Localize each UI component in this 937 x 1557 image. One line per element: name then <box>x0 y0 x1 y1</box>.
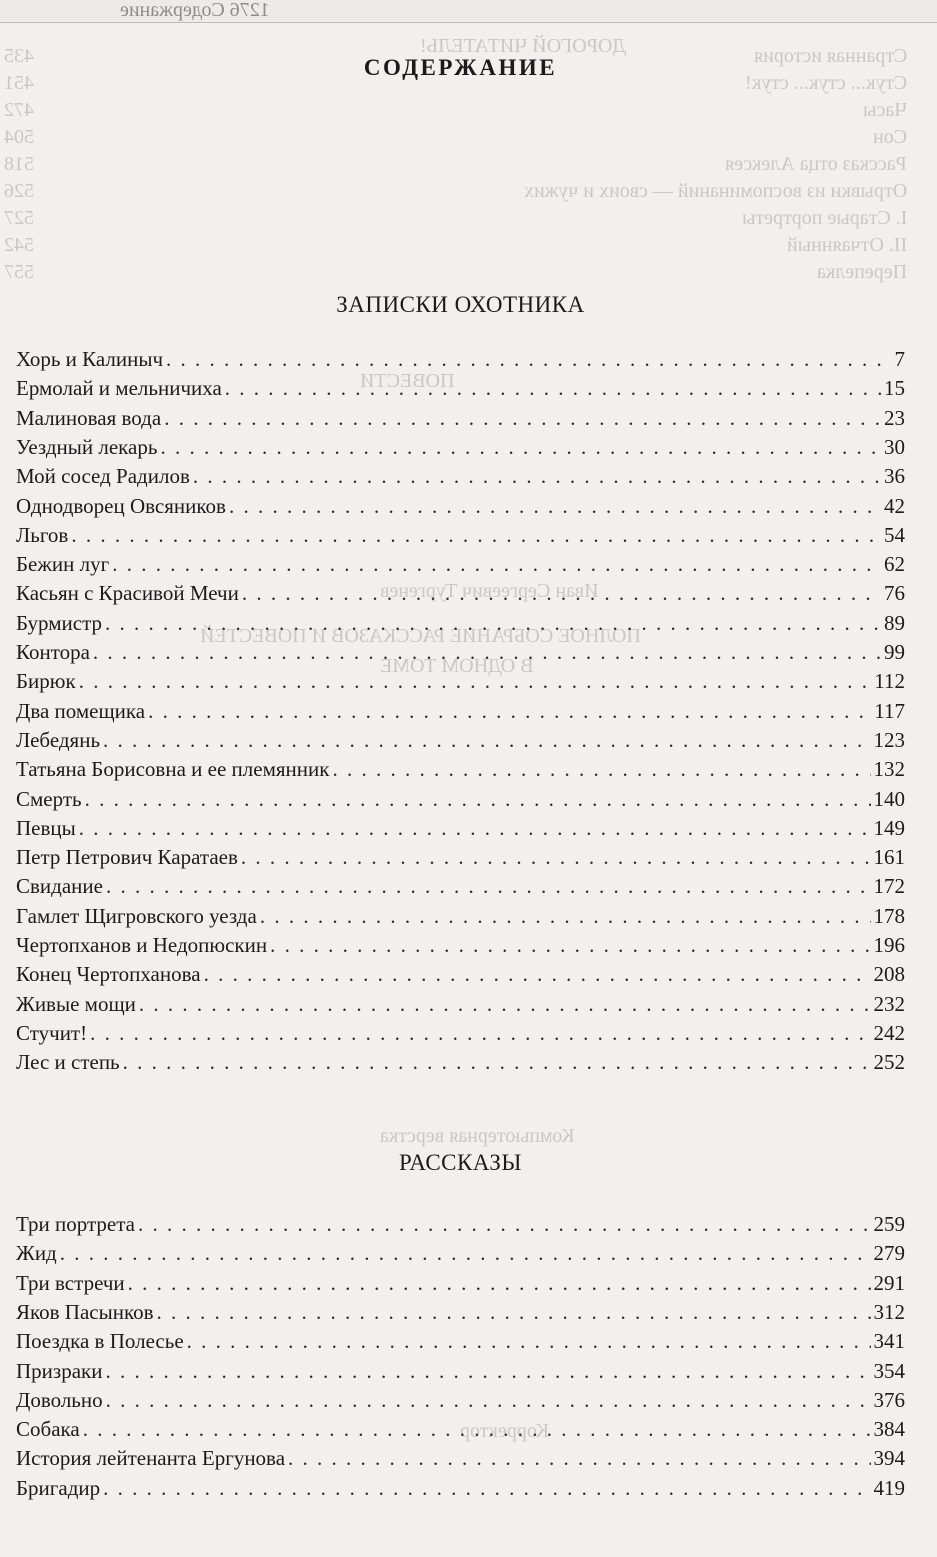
dot-leader <box>157 1298 871 1327</box>
toc-entry[interactable] <box>16 1269 905 1298</box>
toc-entry-title: Яков Пасынков <box>16 1300 154 1324</box>
toc-entry[interactable] <box>16 667 905 696</box>
toc-entry-page: 376 <box>873 1388 905 1412</box>
toc-entry-page: 242 <box>873 1021 905 1045</box>
reverse-note: ДОРОГОЙ ЧИТАТЕЛЬ! <box>420 35 627 57</box>
toc-entry[interactable] <box>16 814 905 843</box>
toc-entry-page: 54 <box>884 523 905 547</box>
reverse-entry-page: 451 <box>4 72 34 94</box>
toc-entry-title: Бригадир <box>16 1476 101 1500</box>
dot-leader <box>106 872 871 901</box>
toc-entry[interactable] <box>16 638 905 667</box>
toc-entry-title: Лес и степь <box>16 1050 120 1074</box>
toc-entry-page: 341 <box>873 1329 905 1353</box>
dot-leader <box>123 1048 871 1077</box>
reverse-entry-page: 518 <box>4 153 34 175</box>
toc-entry-title: Певцы <box>16 816 76 840</box>
dot-leader <box>138 1210 871 1239</box>
toc-entry-title: Бирюк <box>16 669 76 693</box>
toc-entry[interactable] <box>16 404 905 433</box>
dot-leader <box>71 521 881 550</box>
dot-leader <box>164 404 881 433</box>
reverse-note: ПОЛНОЕ СОБРАНИЕ РАССКАЗОВ И ПОВЕСТЕЙ <box>200 625 641 647</box>
toc-entry[interactable] <box>16 1327 905 1356</box>
toc-entry-page: 354 <box>873 1359 905 1383</box>
dot-leader <box>105 1357 870 1386</box>
reverse-entry-title: I. Старые портреты <box>741 207 907 229</box>
toc-entry[interactable] <box>16 785 905 814</box>
toc-entry[interactable] <box>16 550 905 579</box>
toc-entry-title: Поездка в Полесье <box>16 1329 184 1353</box>
reverse-running-head <box>0 0 937 23</box>
toc-entry[interactable] <box>16 902 905 931</box>
toc-entry-title: Призраки <box>16 1359 103 1383</box>
toc-entry-title: Мой сосед Радилов <box>16 464 190 488</box>
dot-leader <box>106 1386 871 1415</box>
dot-leader <box>193 462 881 491</box>
dot-leader <box>90 1019 870 1048</box>
toc-entry-page: 394 <box>873 1446 905 1470</box>
toc-entry-page: 36 <box>884 464 905 488</box>
toc-entry-title: Смерть <box>16 787 82 811</box>
toc-entry-title: Бурмистр <box>16 611 102 635</box>
reverse-entry-title: Сон <box>872 126 907 148</box>
toc-entry-title: Два помещика <box>16 699 146 723</box>
dot-leader <box>332 755 870 784</box>
toc-entry-page: 140 <box>873 787 905 811</box>
reverse-entry-page: 557 <box>4 261 34 283</box>
toc-entry-page: 132 <box>873 757 905 781</box>
toc-entry[interactable] <box>16 1415 905 1444</box>
reverse-entry-page: 472 <box>4 99 34 121</box>
toc-entry-title: Довольно <box>16 1388 103 1412</box>
toc-entry-page: 161 <box>873 845 905 869</box>
dot-leader <box>85 785 871 814</box>
dot-leader <box>79 667 872 696</box>
reverse-entry-title: Перепелка <box>816 261 907 283</box>
dot-leader <box>229 492 881 521</box>
toc-entry[interactable] <box>16 492 905 521</box>
toc-entry-page: 232 <box>873 992 905 1016</box>
reverse-running-head-text: 1276 Содержание <box>120 0 270 21</box>
dot-leader <box>288 1444 870 1473</box>
toc-entry-title: Собака <box>16 1417 80 1441</box>
section-heading: РАССКАЗЫ <box>399 1150 522 1175</box>
dot-leader <box>187 1327 871 1356</box>
toc-entry[interactable] <box>16 345 905 374</box>
toc-entry[interactable] <box>16 433 905 462</box>
toc-entry[interactable] <box>16 755 905 784</box>
toc-entry-title: Гамлет Щигровского уезда <box>16 904 257 928</box>
toc-entry-title: Конец Чертопханова <box>16 962 201 986</box>
toc-entry[interactable] <box>16 931 905 960</box>
toc-entry-title: Петр Петрович Каратаев <box>16 845 238 869</box>
contents-heading: СОДЕРЖАНИЕ <box>363 55 558 80</box>
toc-entry-title: Контора <box>16 640 90 664</box>
section-heading: ЗАПИСКИ ОХОТНИКА <box>336 292 585 317</box>
toc-entry-page: 291 <box>873 1271 905 1295</box>
toc-entry-page: 252 <box>873 1050 905 1074</box>
reverse-entry-page: 542 <box>4 234 34 256</box>
toc-entry-title: Бежин луг <box>16 552 110 576</box>
toc-entry-page: 149 <box>873 816 905 840</box>
toc-entry-page: 279 <box>873 1241 905 1265</box>
reverse-note: Компьютерная верстка <box>380 1125 575 1147</box>
dot-leader <box>83 1415 871 1444</box>
toc-entry-page: 89 <box>884 611 905 635</box>
toc-entry-title: Льгов <box>16 523 69 547</box>
dot-leader <box>204 960 871 989</box>
toc-entry-title: Три портрета <box>16 1212 135 1236</box>
toc-entry-page: 196 <box>873 933 905 957</box>
toc-entry[interactable] <box>16 960 905 989</box>
toc-entry[interactable] <box>16 1298 905 1327</box>
reverse-entry-title: Часы <box>862 99 907 121</box>
toc-entry-page: 178 <box>873 904 905 928</box>
toc-entry-title: История лейтенанта Ергунова <box>16 1446 286 1470</box>
toc-entry[interactable] <box>16 1357 905 1386</box>
dot-leader <box>160 433 881 462</box>
toc-entry[interactable] <box>16 872 905 901</box>
toc-entry-title: Три встречи <box>16 1271 125 1295</box>
reverse-entry-title: II. Отчаянный <box>786 234 907 256</box>
toc-entry[interactable] <box>16 579 905 608</box>
toc-entry[interactable] <box>16 726 905 755</box>
dot-leader <box>112 550 881 579</box>
toc-entry-title: Малиновая вода <box>16 406 162 430</box>
reverse-note: В ОДНОМ ТОМЕ <box>380 655 534 677</box>
toc-entry-title: Ермолай и мельничиха <box>16 376 222 400</box>
reverse-note: Иван Сергеевич Тургенев <box>380 580 599 602</box>
dot-leader <box>166 345 891 374</box>
toc-entry[interactable] <box>16 1239 905 1268</box>
toc-entry[interactable] <box>16 1386 905 1415</box>
toc-entry-title: Чертопханов и Недопюскин <box>16 933 268 957</box>
toc-entry-page: 112 <box>874 669 905 693</box>
reverse-entry-title: Отрывки из воспоминаний — своих и чужих <box>523 180 907 202</box>
toc-entry[interactable] <box>16 1210 905 1239</box>
toc-entry-page: 99 <box>884 640 905 664</box>
dot-leader <box>60 1239 871 1268</box>
toc-entry-page: 23 <box>884 406 905 430</box>
dot-leader <box>139 990 871 1019</box>
toc-entry-title: Хорь и Калиныч <box>16 347 164 371</box>
toc-entry-title: Татьяна Борисовна и ее племянник <box>16 757 330 781</box>
toc-entry-page: 76 <box>884 581 905 605</box>
toc-entry[interactable] <box>16 1444 905 1473</box>
toc-entry-page: 172 <box>873 874 905 898</box>
reverse-entry-page: 504 <box>4 126 34 148</box>
toc-entry-title: Жид <box>16 1241 57 1265</box>
reverse-entry-title: Рассказ отца Алексея <box>725 153 907 175</box>
toc-entry-page: 7 <box>894 347 905 371</box>
toc-entry[interactable] <box>16 374 905 403</box>
toc-entry-page: 42 <box>884 494 905 518</box>
toc-entry[interactable] <box>16 843 905 872</box>
toc-entry-page: 259 <box>873 1212 905 1236</box>
toc-entry-page: 15 <box>884 376 905 400</box>
dot-leader <box>270 931 870 960</box>
toc-entry-title: Лебедянь <box>16 728 101 752</box>
toc-entry[interactable] <box>16 1048 905 1077</box>
toc-entry-page: 419 <box>873 1476 905 1500</box>
reverse-note: Корректор <box>460 1420 550 1442</box>
toc-entry[interactable] <box>16 521 905 550</box>
toc-entry-title: Однодворец Овсяников <box>16 494 226 518</box>
toc-entry[interactable] <box>16 697 905 726</box>
dot-leader <box>128 1269 871 1298</box>
toc-entry[interactable] <box>16 1474 905 1503</box>
dot-leader <box>79 814 871 843</box>
dot-leader <box>260 902 871 931</box>
dot-leader <box>105 609 881 638</box>
toc-entry-page: 30 <box>884 435 905 459</box>
toc-entry-title: Свидание <box>16 874 103 898</box>
toc-entry[interactable] <box>16 1019 905 1048</box>
dot-leader <box>93 638 881 667</box>
toc-entry-page: 384 <box>873 1417 905 1441</box>
reverse-entry-page: 527 <box>4 207 34 229</box>
toc-entry-page: 117 <box>874 699 905 723</box>
dot-leader <box>225 374 881 403</box>
dot-leader <box>242 579 881 608</box>
toc-entry-page: 123 <box>873 728 905 752</box>
dot-leader <box>241 843 871 872</box>
toc-entry-title: Уездный лекарь <box>16 435 158 459</box>
dot-leader <box>103 726 870 755</box>
toc-entry-title: Касьян с Красивой Мечи <box>16 581 239 605</box>
reverse-entry-title: Стук... стук... стук! <box>744 72 907 94</box>
reverse-entry-page: 526 <box>4 180 34 202</box>
dot-leader <box>103 1474 870 1503</box>
toc-entry-title: Стучит! <box>16 1021 88 1045</box>
reverse-entry-page: 435 <box>4 45 34 67</box>
toc-entry-title: Живые мощи <box>16 992 136 1016</box>
toc-entry-page: 208 <box>873 962 905 986</box>
toc-entry-page: 62 <box>884 552 905 576</box>
toc-entry[interactable] <box>16 990 905 1019</box>
reverse-note: ПОВЕСТИ <box>360 370 455 392</box>
reverse-entry-title: Странная история <box>753 45 907 67</box>
toc-entry-page: 312 <box>873 1300 905 1324</box>
toc-entry[interactable] <box>16 462 905 491</box>
toc-entry[interactable] <box>16 609 905 638</box>
dot-leader <box>148 697 871 726</box>
